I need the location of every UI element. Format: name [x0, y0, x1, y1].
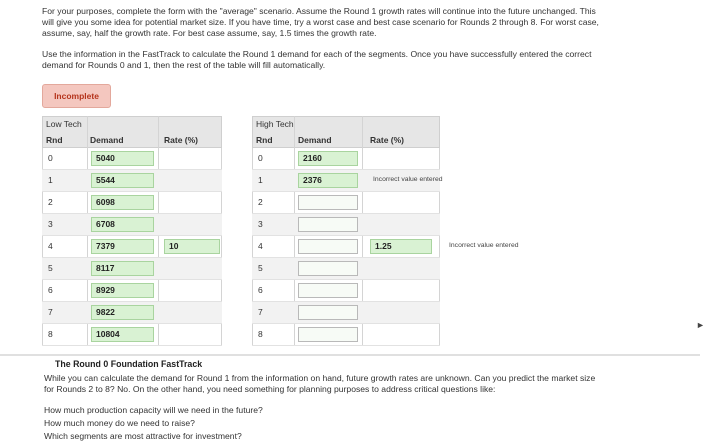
- high-tech-title: High Tech: [256, 119, 294, 129]
- row-round: 7: [258, 307, 263, 317]
- table-row: [252, 324, 440, 346]
- row-round: 6: [48, 285, 53, 295]
- row-round: 8: [48, 329, 53, 339]
- status-badge: Incomplete: [42, 84, 111, 108]
- demand-input[interactable]: [298, 217, 358, 232]
- row-round: 8: [258, 329, 263, 339]
- intro-line-3: assume, say, half the growth rate. For best case assume, say, 1.5 times the growth rate.: [42, 28, 377, 38]
- high-tech-col-rnd: Rnd: [256, 135, 273, 145]
- intro-line-5: demand for Rounds 0 and 1, then the rest of the table will fill automatically.: [42, 60, 326, 70]
- cursor-icon: ►: [696, 320, 705, 330]
- low-tech-col-rnd: Rnd: [46, 135, 63, 145]
- row-round: 6: [258, 285, 263, 295]
- table-row: [42, 302, 222, 324]
- demand-input[interactable]: 2160: [298, 151, 358, 166]
- table-row: [252, 192, 440, 214]
- low-tech-col-rate: Rate (%): [164, 135, 199, 145]
- demand-value: 8117: [91, 261, 154, 276]
- table-row: [42, 148, 222, 170]
- demand-input[interactable]: [298, 261, 358, 276]
- row-round: 7: [48, 307, 53, 317]
- intro-line-4: Use the information in the FastTrack to calculate the Round 1 demand for each of the segments. Once you have successfully entered the correct: [42, 49, 592, 59]
- row-round: 3: [48, 219, 53, 229]
- demand-value: 7379: [91, 239, 154, 254]
- fasttrack-question-2: How much money do we need to raise?: [44, 418, 195, 428]
- demand-value: 10804: [91, 327, 154, 342]
- section-divider: [0, 354, 700, 356]
- table-row: [252, 236, 440, 258]
- high-tech-table: [252, 116, 440, 351]
- intro-line-1: For your purposes, complete the form with the "average" scenario. Assume the Round 1 growth rates will continue into the future unchanged. This: [42, 6, 596, 16]
- table-row: [42, 258, 222, 280]
- demand-input[interactable]: 2376: [298, 173, 358, 188]
- demand-value: 6098: [91, 195, 154, 210]
- demand-input[interactable]: [298, 305, 358, 320]
- growth-rate-input[interactable]: 1.25: [370, 239, 432, 254]
- fasttrack-line-2: for Rounds 2 to 8? No. On the other hand, you need something for planning purposes to address critical questions like:: [44, 384, 496, 394]
- high-tech-col-demand: Demand: [298, 135, 332, 145]
- row-round: 4: [48, 241, 53, 251]
- row-round: 2: [258, 197, 263, 207]
- incorrect-value-note: Incorrect value entered: [449, 242, 519, 249]
- demand-value: 6708: [91, 217, 154, 232]
- growth-rate-value: 10: [164, 239, 220, 254]
- row-round: 5: [258, 263, 263, 273]
- row-round: 0: [48, 153, 53, 163]
- row-round: 3: [258, 219, 263, 229]
- fasttrack-title: The Round 0 Foundation FastTrack: [55, 359, 203, 369]
- table-row: [252, 302, 440, 324]
- table-row: [42, 324, 222, 346]
- row-round: 5: [48, 263, 53, 273]
- intro-line-2: will give you some idea for potential market size. If you have time, try a worst case and best case scenario for Rounds 2 through 8. For worst case,: [42, 17, 599, 27]
- incorrect-value-note: Incorrect value entered: [373, 176, 443, 183]
- demand-input[interactable]: [298, 195, 358, 210]
- table-row: [42, 214, 222, 236]
- demand-input[interactable]: [298, 327, 358, 342]
- table-row: [252, 258, 440, 280]
- fasttrack-question-1: How much production capacity will we need in the future?: [44, 405, 263, 415]
- demand-input[interactable]: [298, 283, 358, 298]
- demand-value: 5544: [91, 173, 154, 188]
- demand-value: 5040: [91, 151, 154, 166]
- row-round: 4: [258, 241, 263, 251]
- demand-value: 9822: [91, 305, 154, 320]
- table-row: [252, 148, 440, 170]
- row-round: 2: [48, 197, 53, 207]
- fasttrack-line-1: While you can calculate the demand for Round 1 from the information on hand, future growth rates are unknown. Can you predict the market size: [44, 373, 596, 383]
- high-tech-col-rate: Rate (%): [370, 135, 405, 145]
- low-tech-title: Low Tech: [46, 119, 82, 129]
- low-tech-col-demand: Demand: [90, 135, 124, 145]
- table-row: [42, 280, 222, 302]
- table-row: [42, 170, 222, 192]
- row-round: 1: [48, 175, 53, 185]
- low-tech-table: [42, 116, 222, 351]
- row-round: 0: [258, 153, 263, 163]
- demand-input[interactable]: [298, 239, 358, 254]
- table-row: [252, 214, 440, 236]
- table-row: [42, 236, 222, 258]
- demand-value: 8929: [91, 283, 154, 298]
- table-row: [42, 192, 222, 214]
- table-row: [252, 280, 440, 302]
- row-round: 1: [258, 175, 263, 185]
- fasttrack-question-3: Which segments are most attractive for investment?: [44, 431, 242, 441]
